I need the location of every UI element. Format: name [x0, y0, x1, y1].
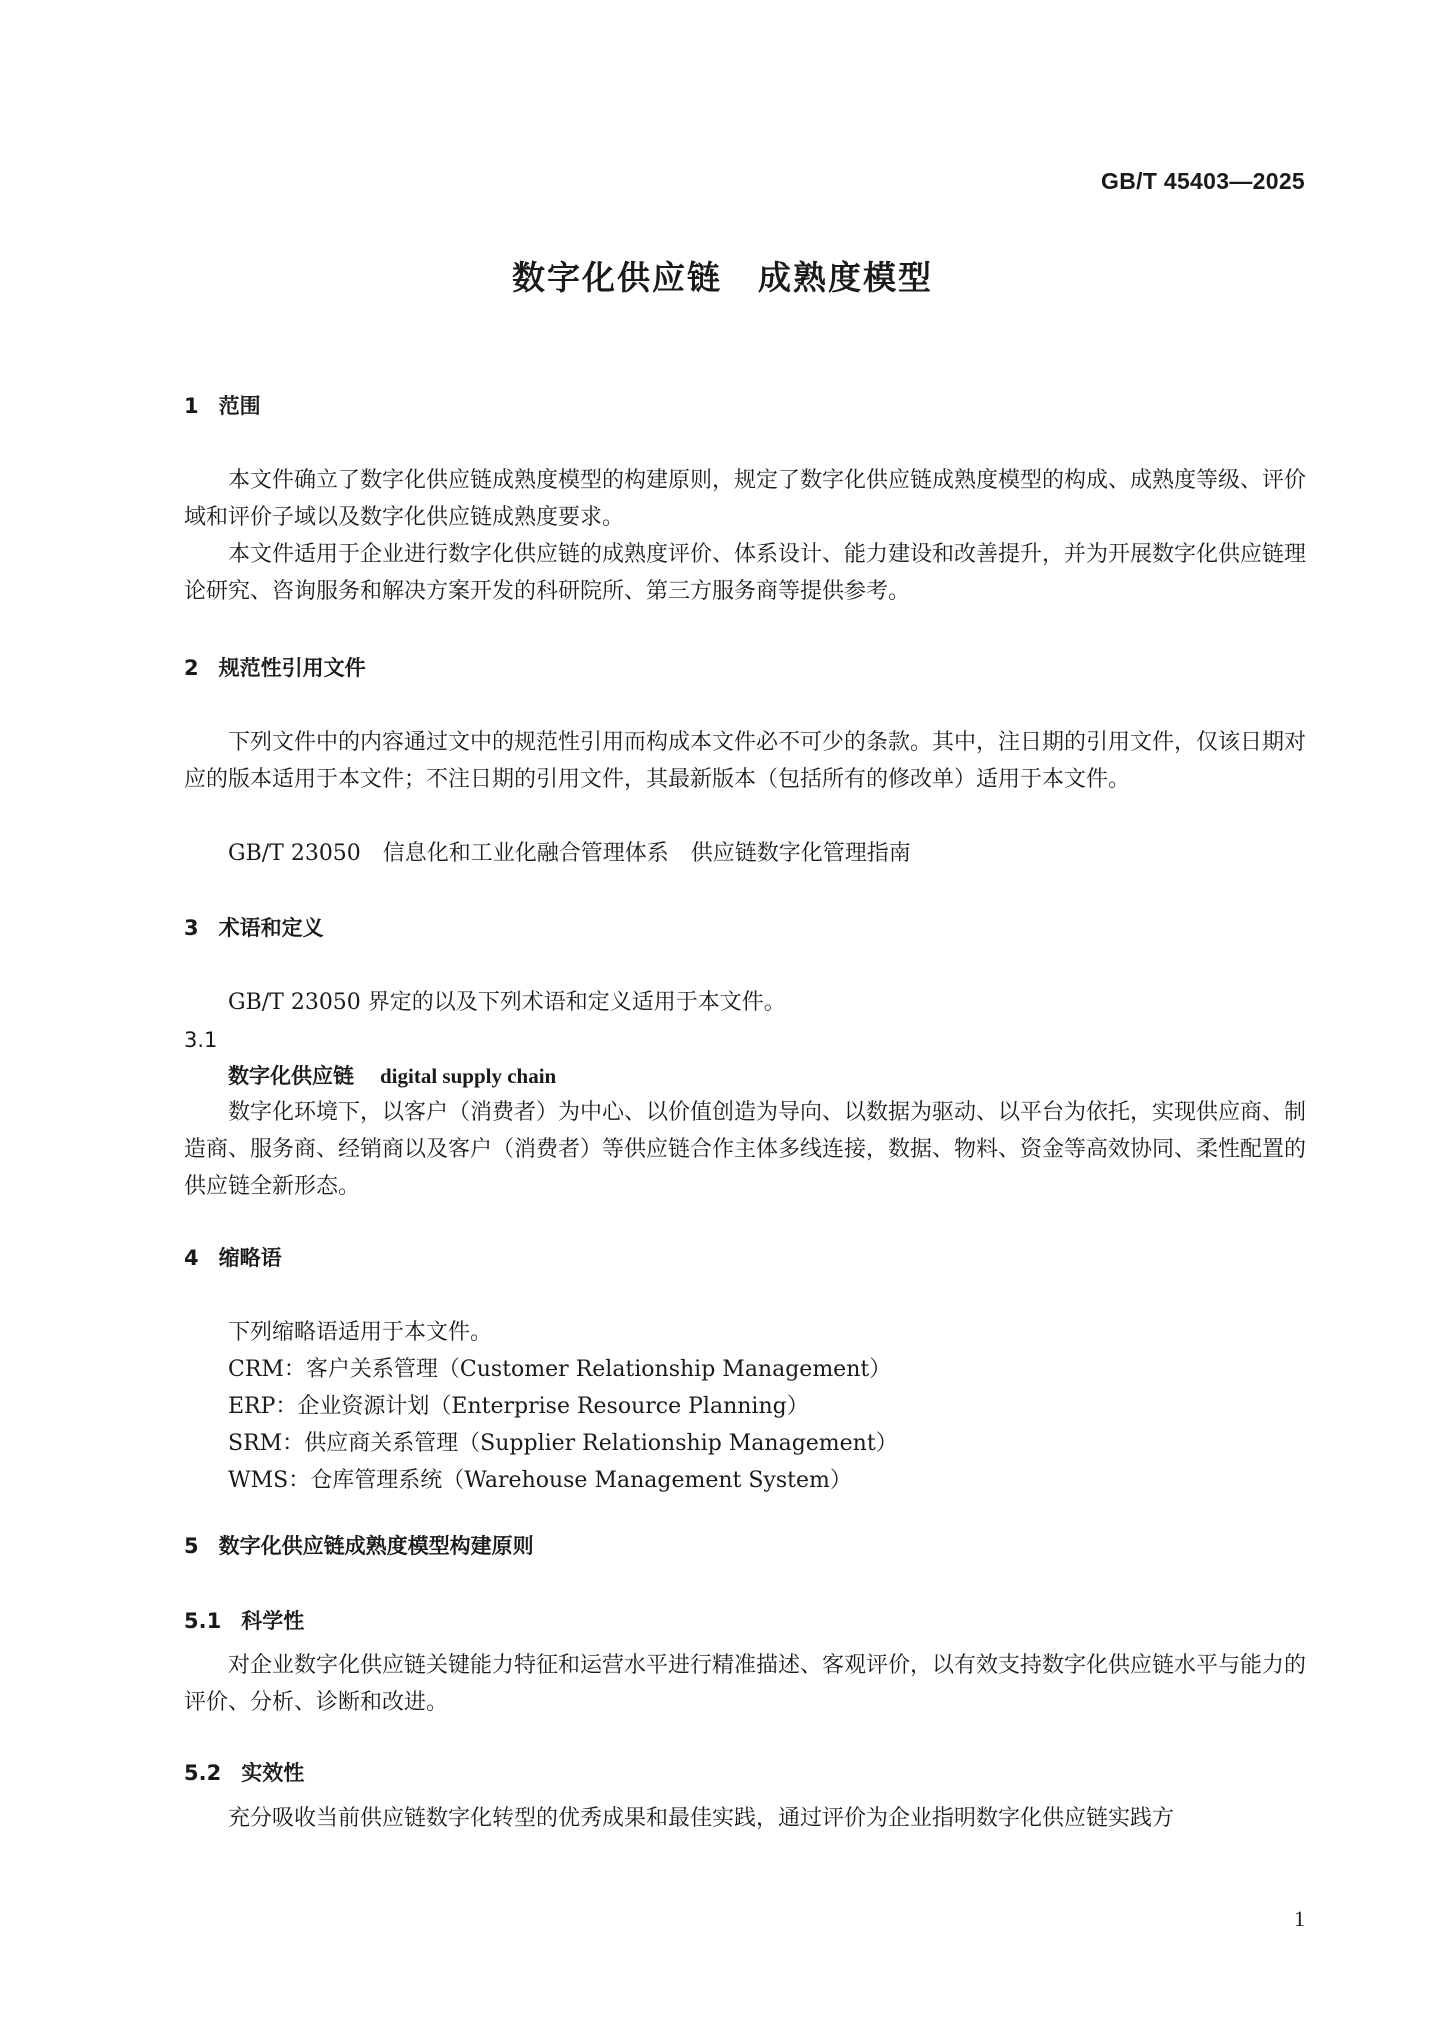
section-4-heading [184, 1242, 282, 1272]
term-chinese: 数字化供应链 [228, 1064, 354, 1088]
term-entry [228, 1058, 556, 1095]
abbreviation-srm: SRM：供应商关系管理（Supplier Relationship Management） [228, 1431, 898, 1456]
section-title: 数字化供应链成熟度模型构建原则 [218, 1534, 534, 1558]
normative-reference: GB/T 23050 信息化和工业化融合管理体系 供应链数字化管理指南 [228, 841, 911, 866]
section-title: 范围 [218, 394, 261, 418]
section-3-intro: GB/T 23050 界定的以及下列术语和定义适用于本文件。 [228, 990, 786, 1015]
title-part-1: 数字化供应链 [512, 258, 722, 297]
section-number: 3 [184, 916, 199, 940]
section-number: 5 [184, 1534, 199, 1558]
section-5-1-heading [184, 1605, 304, 1635]
section-5-2-paragraph: 充分吸收当前供应链数字化转型的优秀成果和最佳实践，通过评价为企业指明数字化供应链实践方 [228, 1806, 1175, 1831]
section-1-heading [184, 390, 261, 420]
section-2-heading [184, 652, 366, 682]
term-definition: 数字化环境下，以客户（消费者）为中心、以价值创造为导向、以数据为驱动、以平台为依托，实现供应商、制造商、服务商、经销商以及客户（消费者）等供应链合作主体多线连接，数据、物料、资金等高效协同、柔性配置的供应链全新形态。 [184, 1100, 1307, 1199]
section-title: 规范性引用文件 [218, 656, 366, 680]
section-title: 科学性 [241, 1609, 305, 1633]
section-4-intro: 下列缩略语适用于本文件。 [228, 1320, 493, 1345]
section-2-paragraph: 下列文件中的内容通过文中的规范性引用而构成本文件必不可少的条款。其中，注日期的引用文件，仅该日期对应的版本适用于本文件；不注日期的引用文件，其最新版本（包括所有的修改单）适用于本文件。 [184, 730, 1307, 792]
section-1-paragraph-2: 本文件适用于企业进行数字化供应链的成熟度评价、体系设计、能力建设和改善提升，并为开展数字化供应链理论研究、咨询服务和解决方案开发的科研院所、第三方服务商等提供参考。 [184, 542, 1307, 604]
section-title: 实效性 [241, 1761, 305, 1785]
section-title: 术语和定义 [218, 916, 324, 940]
section-number: 5.1 [184, 1609, 222, 1633]
section-1-paragraph-1: 本文件确立了数字化供应链成熟度模型的构建原则，规定了数字化供应链成熟度模型的构成、成熟度等级、评价域和评价子域以及数字化供应链成熟度要求。 [184, 468, 1307, 530]
abbreviation-crm: CRM：客户关系管理（Customer Relationship Management） [228, 1357, 892, 1382]
section-5-1-paragraph: 对企业数字化供应链关键能力特征和运营水平进行精准描述、客观评价，以有效支持数字化供应链水平与能力的评价、分析、诊断和改进。 [184, 1653, 1307, 1715]
section-number: 5.2 [184, 1761, 222, 1785]
document-title [0, 252, 1445, 299]
section-3-heading [184, 912, 324, 942]
abbreviation-erp: ERP：企业资源计划（Enterprise Resource Planning） [228, 1394, 809, 1419]
section-5-2-heading [184, 1757, 304, 1787]
abbreviation-wms: WMS：仓库管理系统（Warehouse Management System） [228, 1468, 852, 1493]
term-number: 3.1 [184, 1028, 218, 1052]
title-part-2: 成熟度模型 [758, 258, 933, 297]
standard-code: GB/T 45403—2025 [1101, 168, 1305, 194]
section-number: 2 [184, 656, 199, 680]
section-title: 缩略语 [218, 1246, 282, 1270]
section-number: 4 [184, 1246, 199, 1270]
term-english: digital supply chain [380, 1064, 557, 1088]
section-5-heading [184, 1530, 534, 1560]
section-number: 1 [184, 394, 199, 418]
page-number: 1 [1294, 1906, 1305, 1931]
